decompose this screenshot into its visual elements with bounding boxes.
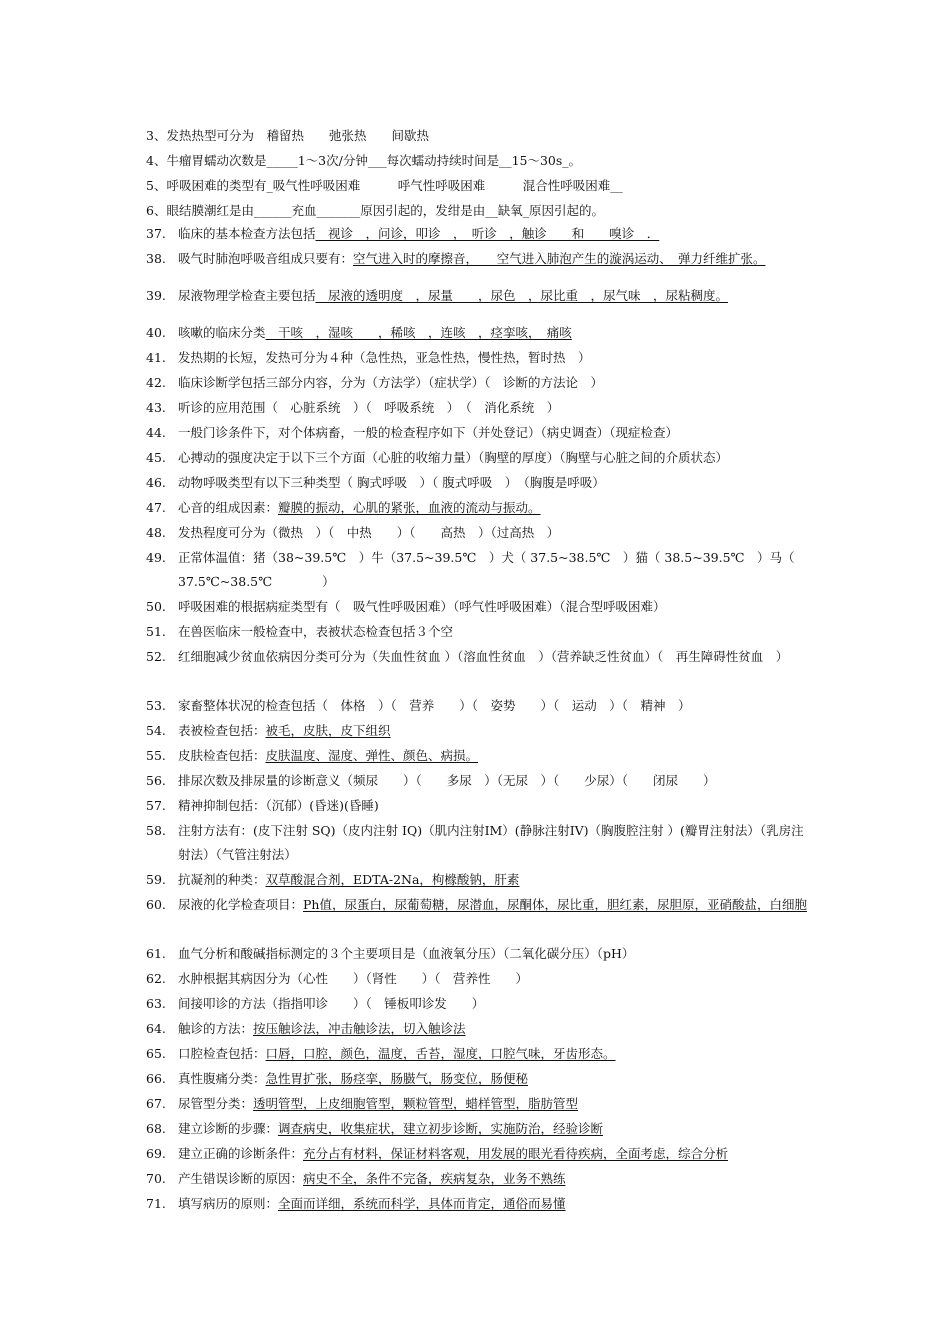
answer-underlined: Ph值，尿蛋白，尿葡萄糖，尿潜血，尿酮体，尿比重，胆红素，尿胆原，亚硝酸盐，白细胞 xyxy=(303,897,807,912)
question-item xyxy=(146,1092,810,1116)
question-item xyxy=(146,794,810,818)
question-item xyxy=(146,321,810,345)
question-item xyxy=(146,1067,810,1091)
question-text: 真性腹痛分类： xyxy=(178,1071,266,1086)
question-body xyxy=(178,1017,810,1041)
question-text: 建立正确的诊断条件： xyxy=(178,1146,304,1161)
question-text: 建立诊断的步骤： xyxy=(178,1121,279,1136)
question-item xyxy=(146,942,810,966)
question-item xyxy=(146,620,810,644)
question-number: 44. xyxy=(146,425,166,440)
question-item xyxy=(146,744,810,768)
question-number: 61. xyxy=(146,946,166,961)
question-body xyxy=(178,1117,810,1141)
answer-underlined: 干咳 ，湿咳 ，稀咳 ，连咳 ，痉挛咳， 痛咳 xyxy=(265,325,572,340)
question-item xyxy=(146,868,810,892)
question-text: 呼吸困难的根据病症类型有（ 吸气性呼吸困难）（呼气性呼吸困难）（混合型呼吸困难） xyxy=(178,599,666,614)
question-body xyxy=(178,694,810,718)
question-text: 一般门诊条件下，对个体病畜，一般的检查程序如下（并处登记）（病史调查）（现症检查） xyxy=(178,425,679,440)
question-body xyxy=(178,1167,810,1191)
question-number: 43. xyxy=(146,400,166,415)
answer-underlined: 口唇，口腔，颜色，温度，舌苔，湿度，口腔气味，牙齿形态。 xyxy=(265,1046,616,1061)
question-number: 62. xyxy=(146,971,166,986)
question-number: 70. xyxy=(146,1171,166,1186)
question-item xyxy=(146,719,810,743)
question-number: 53. xyxy=(146,698,166,713)
question-text: 血气分析和酸碱指标测定的３个主要项目是（血液氧分压）（二氧化碳分压）（pH） xyxy=(178,946,635,961)
question-body xyxy=(178,744,810,768)
question-body xyxy=(178,992,810,1016)
question-text: 发热期的长短，发热可分为４种（急性热，亚急性热，慢性热，暂时热 ） xyxy=(178,350,591,365)
question-number: 38. xyxy=(146,251,166,266)
question-body xyxy=(178,222,810,246)
question-body xyxy=(178,446,810,470)
answer-underlined: 皮肤温度、湿度、弹性、颜色、病损。 xyxy=(265,748,479,763)
question-text: 精神抑制包括：（沉郁）(昏迷)(昏睡) xyxy=(178,798,379,813)
question-body xyxy=(178,321,810,345)
answer-underlined: 透明管型，上皮细胞管型，颗粒管型，蜡样管型，脂肪管型 xyxy=(253,1096,579,1111)
question-text: 产生错误诊断的原因： xyxy=(178,1171,304,1186)
question-text: 家畜整体状况的检查包括（ 体格 ）（ 营养 ）（ 姿势 ）（ 运动 ）（ 精神 ） xyxy=(178,698,691,713)
question-item xyxy=(146,1192,810,1216)
question-body xyxy=(178,371,810,395)
question-text: 口腔检查包括： xyxy=(178,1046,266,1061)
answer-underlined: 双草酸混合剂，EDTA-2Na，枸橼酸钠，肝素 xyxy=(265,872,520,887)
question-body xyxy=(178,794,810,818)
question-number: 57. xyxy=(146,798,166,813)
answer-underlined: 急性胃扩张，肠痉挛，肠臌气，肠变位，肠便秘 xyxy=(265,1071,529,1086)
intro-line-3: 3、发热热型可分为 稽留热 弛张热 间歇热 xyxy=(146,128,429,143)
question-text: 皮肤检查包括： xyxy=(178,748,266,763)
question-number: 51. xyxy=(146,624,166,639)
question-number: 37. xyxy=(146,226,166,241)
question-body xyxy=(178,645,810,669)
question-body xyxy=(178,496,810,520)
question-item xyxy=(146,819,810,867)
question-number: 41. xyxy=(146,350,166,365)
question-text: 动物呼吸类型有以下三种类型（ 胸式呼吸 ）（ 腹式呼吸 ） （胸腹是呼吸） xyxy=(178,475,605,490)
question-body xyxy=(178,1092,810,1116)
question-number: 42. xyxy=(146,375,166,390)
answer-underlined: 视诊 ，问诊，叩诊 ， 听诊 ，触诊 和 嗅诊 ． xyxy=(315,226,660,241)
question-item xyxy=(146,222,810,246)
question-text: 正常体温值：猪（38~39.5℃ ）牛（37.5~39.5℃ ）犬（ 37.5~38.5℃ ）猫（ 38.5~39.5℃ ）马（ 37.5℃~38.5℃ ） xyxy=(178,550,795,589)
question-text: 水肿根据其病因分为（心性 ）（肾性 ）（ 营养性 ） xyxy=(178,971,529,986)
intro-line-6: 6、眼结膜潮红是由______充血_______原因引起的，发绀是由__缺氧_原因引起的。 xyxy=(146,203,604,218)
question-number: 52. xyxy=(146,649,166,664)
question-body xyxy=(178,247,810,271)
answer-underlined: 空气进入时的摩擦音， 空气进入肺泡产生的漩涡运动、 弹力纤维扩张。 xyxy=(353,251,766,266)
answer-underlined: 尿液的透明度 ，尿量 ，尿色 ，尿比重 ，尿气味 ，尿粘稠度。 xyxy=(315,288,729,303)
question-item xyxy=(146,893,810,917)
question-text: 注射方法有：(皮下注射 SQ)（皮内注射 IQ)（肌内注射IM）(静脉注射IV)（胸腹腔注射 ）(瓣胃注射法）（乳房注射法）（气管注射法） xyxy=(178,823,804,862)
question-item xyxy=(146,546,810,594)
answer-underlined: 充分占有材料，保证材料客观，用发展的眼光看待疾病，全面考虑，综合分析 xyxy=(303,1146,729,1161)
question-number: 60. xyxy=(146,897,166,912)
question-body xyxy=(178,521,810,545)
question-item xyxy=(146,521,810,545)
question-number: 59. xyxy=(146,872,166,887)
question-number: 65. xyxy=(146,1046,166,1061)
question-body xyxy=(178,421,810,445)
question-item xyxy=(146,1117,810,1141)
question-body xyxy=(178,595,810,619)
question-body xyxy=(178,893,810,917)
question-item xyxy=(146,769,810,793)
question-item xyxy=(146,645,810,669)
question-text: 尿液的化学检查项目： xyxy=(178,897,304,912)
question-text: 间接叩诊的方法（指指叩诊 ）（ 锤板叩诊发 ） xyxy=(178,996,485,1011)
question-number: 47. xyxy=(146,500,166,515)
question-item xyxy=(146,247,810,271)
answer-underlined: 全面而详细，系统而科学，具体而肯定，通俗而易懂 xyxy=(278,1196,566,1211)
question-item xyxy=(146,1042,810,1066)
question-text: 尿管型分类： xyxy=(178,1096,254,1111)
question-text: 临床的基本检查方法包括 xyxy=(178,226,316,241)
question-item xyxy=(146,346,810,370)
question-item xyxy=(146,446,810,470)
question-text: 排尿次数及排尿量的诊断意义（频尿 ）（ 多尿 ）（无尿 ）（ 少尿）（ 闭尿 ） xyxy=(178,773,716,788)
question-body xyxy=(178,942,810,966)
question-body xyxy=(178,346,810,370)
question-item xyxy=(146,992,810,1016)
question-number: 48. xyxy=(146,525,166,540)
question-number: 58. xyxy=(146,823,166,838)
question-text: 尿液物理学检查主要包括 xyxy=(178,288,316,303)
question-text: 心音的组成因素： xyxy=(178,500,279,515)
question-number: 55. xyxy=(146,748,166,763)
question-body xyxy=(178,396,810,420)
question-item xyxy=(146,694,810,718)
question-text: 听诊的应用范围（ 心脏系统 ）（ 呼吸系统 ） （ 消化系统 ） xyxy=(178,400,560,415)
question-number: 71. xyxy=(146,1196,166,1211)
intro-line-5: 5、呼吸困难的类型有_吸气性呼吸困难 呼气性呼吸困难 混合性呼吸困难__ xyxy=(146,178,623,193)
answer-underlined: 病史不全，条件不完备，疾病复杂，业务不熟练 xyxy=(303,1171,566,1186)
question-body xyxy=(178,769,810,793)
question-number: 54. xyxy=(146,723,166,738)
question-item xyxy=(146,371,810,395)
answer-underlined: 瓣膜的振动，心肌的紧张，血液的流动与振动。 xyxy=(278,500,541,515)
question-text: 红细胞减少贫血依病因分类可分为（失血性贫血 ）（溶血性贫血 ）（营养缺乏性贫血）（ 再生障碍性贫血 ） xyxy=(178,649,789,664)
question-number: 40. xyxy=(146,325,166,340)
question-body xyxy=(178,284,810,308)
question-item xyxy=(146,967,810,991)
question-text: 抗凝剂的种类： xyxy=(178,872,266,887)
question-body xyxy=(178,719,810,743)
question-body xyxy=(178,967,810,991)
question-text: 发热程度可分为（微热 ）（ 中热 ）（ 高热 ）（过高热 ） xyxy=(178,525,560,540)
question-body xyxy=(178,1067,810,1091)
question-number: 49. xyxy=(146,550,166,565)
question-number: 56. xyxy=(146,773,166,788)
answer-underlined: 被毛，皮肤，皮下组织 xyxy=(265,723,391,738)
answer-underlined: 调查病史，收集症状，建立初步诊断，实施防治，经验诊断 xyxy=(278,1121,604,1136)
question-item xyxy=(146,421,810,445)
question-body xyxy=(178,471,810,495)
question-item xyxy=(146,1142,810,1166)
question-text: 心搏动的强度决定于以下三个方面（心脏的收缩力量）（胸壁的厚度）（胸壁与心脏之间的介质状态） xyxy=(178,450,729,465)
question-body xyxy=(178,1192,810,1216)
question-text: 在兽医临床一般检查中，表被状态检查包括３个空 xyxy=(178,624,454,639)
question-item xyxy=(146,396,810,420)
question-item xyxy=(146,496,810,520)
question-text: 触诊的方法： xyxy=(178,1021,254,1036)
question-item xyxy=(146,1017,810,1041)
question-number: 50. xyxy=(146,599,166,614)
question-text: 咳嗽的临床分类 xyxy=(178,325,266,340)
question-text: 临床诊断学包括三部分内容，分为（方法学）（症状学）（ 诊断的方法论 ） xyxy=(178,375,604,390)
question-body xyxy=(178,620,810,644)
question-number: 64. xyxy=(146,1021,166,1036)
question-body xyxy=(178,868,810,892)
question-body xyxy=(178,546,810,594)
question-body xyxy=(178,819,810,867)
question-number: 45. xyxy=(146,450,166,465)
question-number: 68. xyxy=(146,1121,166,1136)
question-number: 39. xyxy=(146,288,166,303)
question-number: 66. xyxy=(146,1071,166,1086)
question-number: 46. xyxy=(146,475,166,490)
question-item xyxy=(146,595,810,619)
question-body xyxy=(178,1042,810,1066)
question-item xyxy=(146,1167,810,1191)
question-text: 填写病历的原则： xyxy=(178,1196,279,1211)
question-number: 67. xyxy=(146,1096,166,1111)
question-number: 69. xyxy=(146,1146,166,1161)
question-item xyxy=(146,284,810,308)
question-body xyxy=(178,1142,810,1166)
question-number: 63. xyxy=(146,996,166,1011)
question-text: 吸气时肺泡呼吸音组成只要有： xyxy=(178,251,354,266)
question-text: 表被检查包括： xyxy=(178,723,266,738)
answer-underlined: 按压触诊法，冲击触诊法，切入触诊法 xyxy=(253,1021,466,1036)
question-item xyxy=(146,471,810,495)
intro-line-4: 4、牛瘤胃蠕动次数是_____1～3次/分钟___每次蠕动持续时间是__15～30s_。 xyxy=(146,153,582,168)
